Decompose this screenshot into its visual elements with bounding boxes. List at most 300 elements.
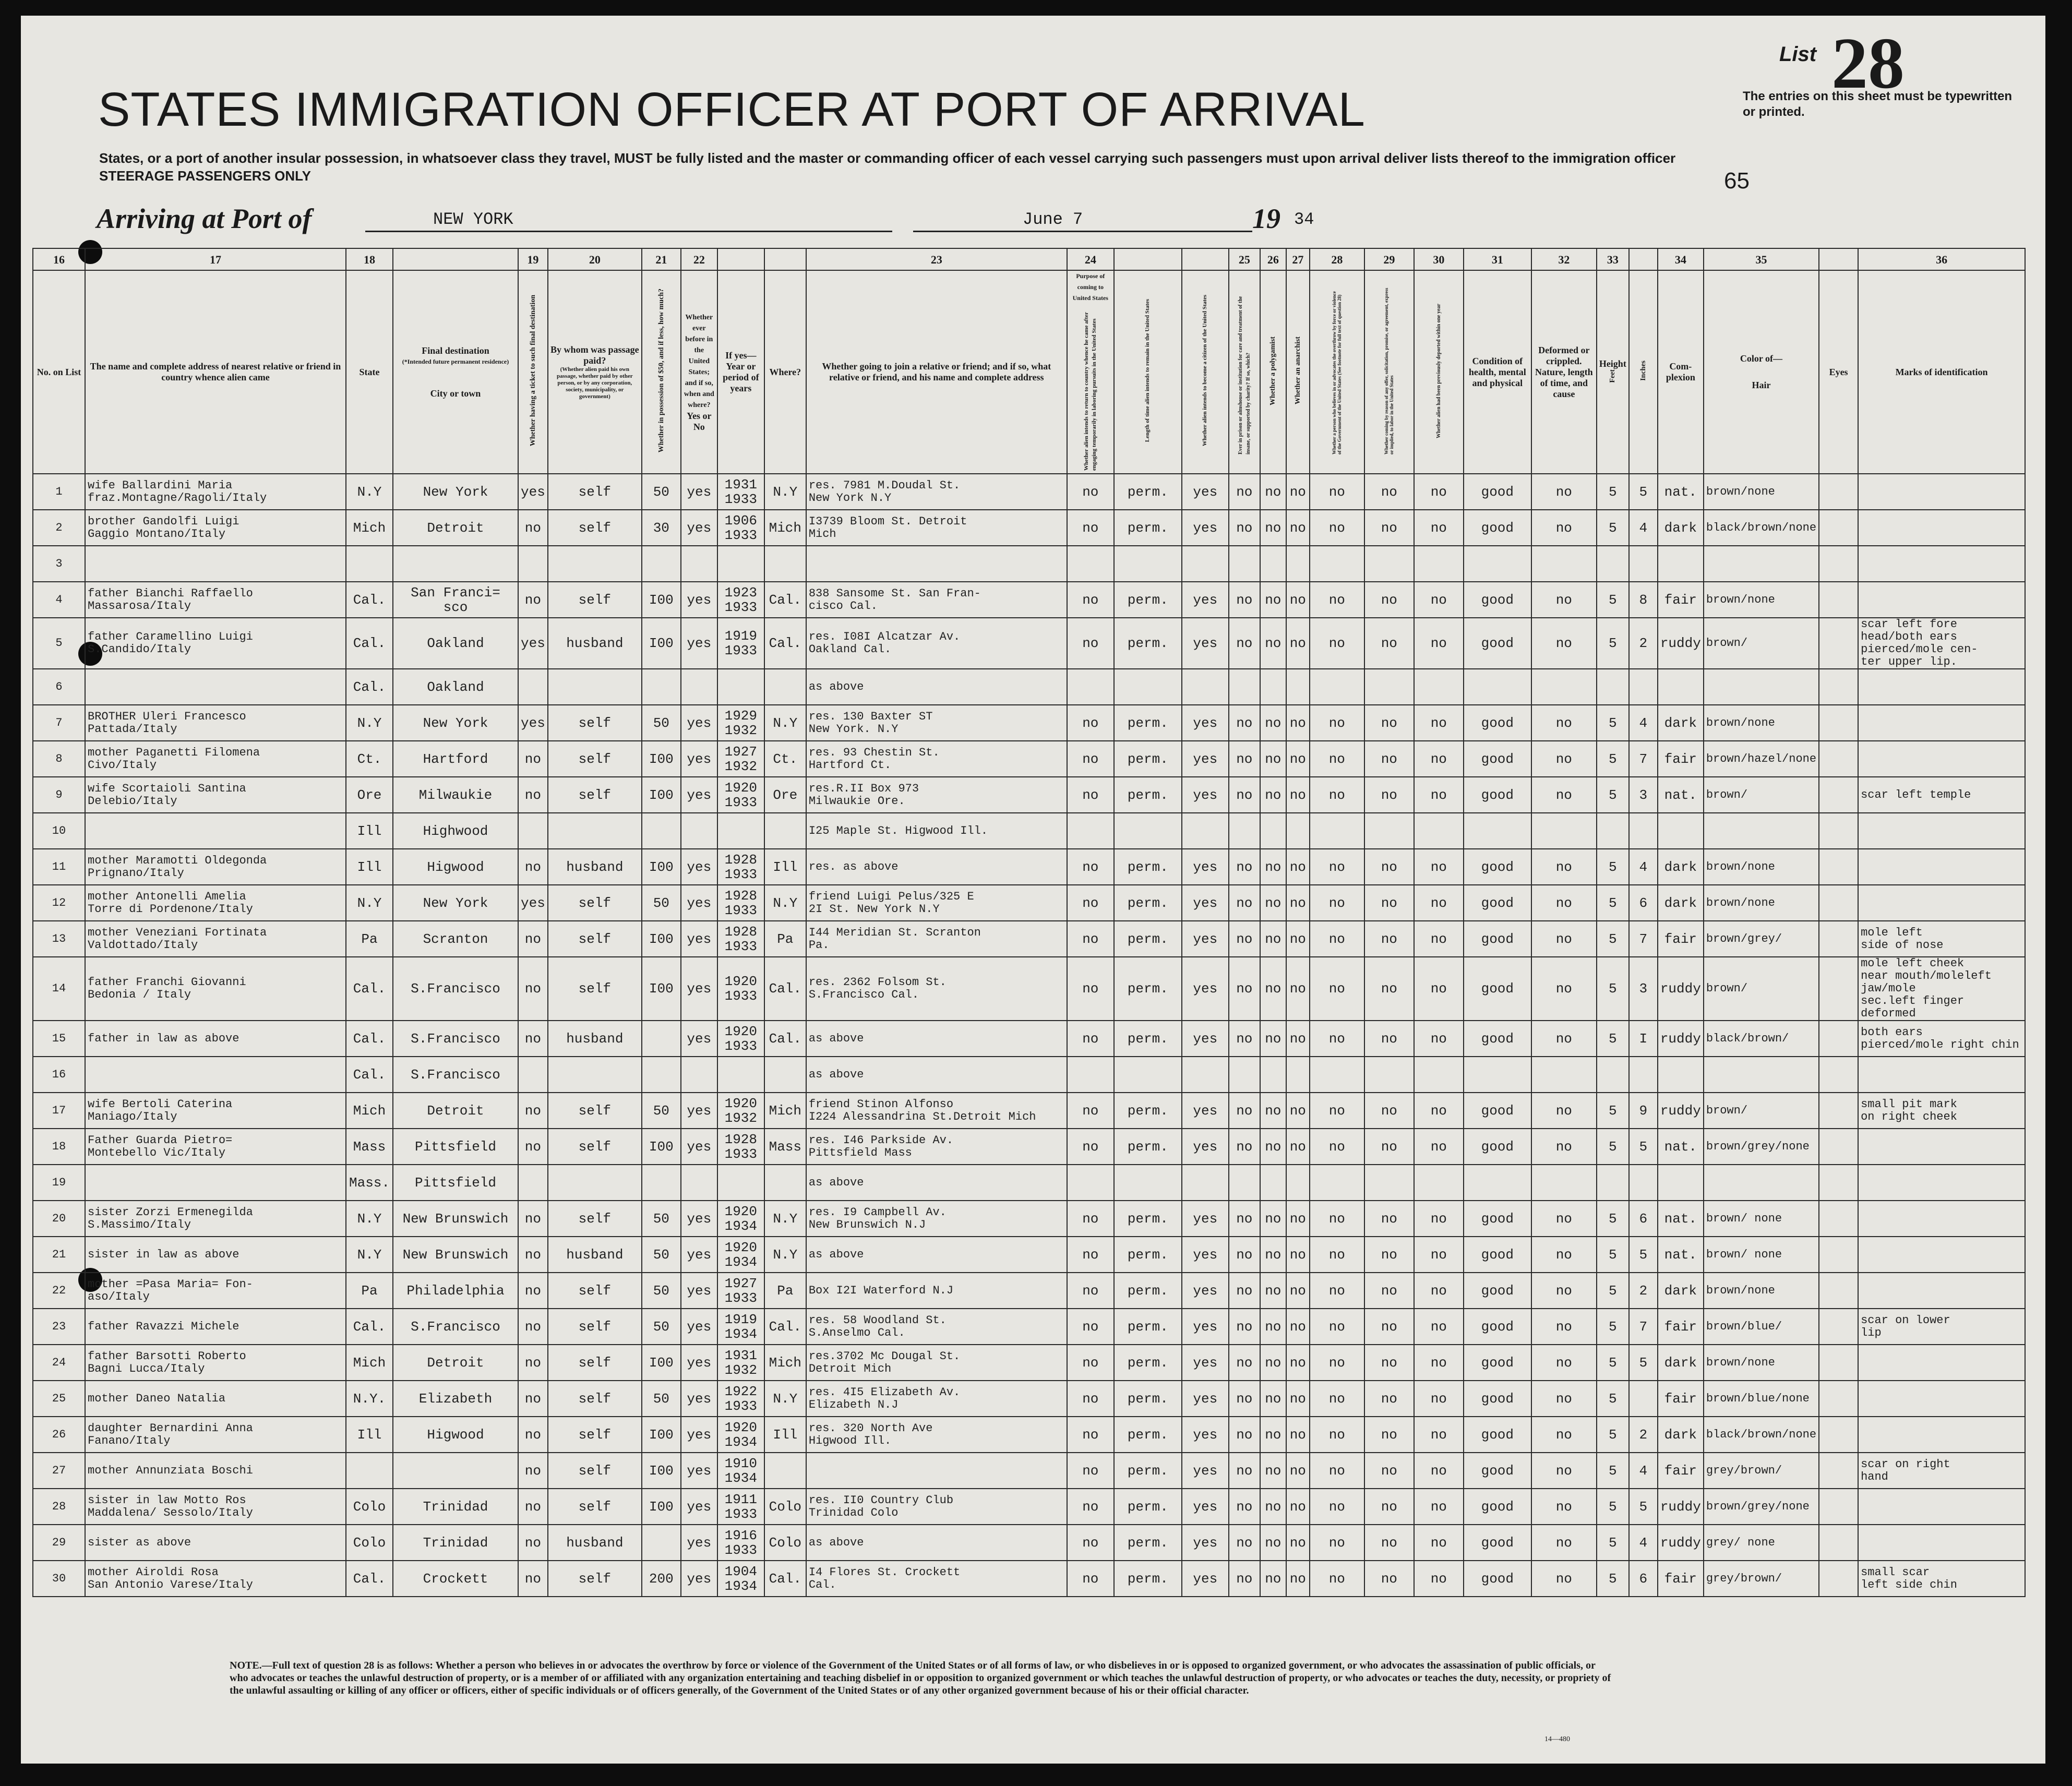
cell-eyes [1819,705,1858,741]
cell-marks [1858,1273,2025,1309]
cell-p2 [1114,1057,1182,1093]
cell-state: N.Y [346,705,393,741]
cell-q26: no [1260,777,1286,813]
cell-q29: no [1364,1525,1414,1561]
cell-no: 20 [33,1201,85,1237]
cell-q27: no [1286,1417,1310,1453]
cell-join: res.3702 Mc Dougal St. Detroit Mich [806,1345,1067,1381]
cell-join: friend Stinon Alfonso I224 Alessandrina St.Detroit Mich [806,1093,1067,1129]
cell-relative: father in law as above [85,1021,346,1057]
cell-money [642,669,681,705]
cell-marks [1858,1417,2025,1453]
cell-q27: no [1286,1201,1310,1237]
cell-deformed: no [1531,1381,1597,1417]
cell-q30 [1414,546,1464,582]
cell-q27: no [1286,705,1310,741]
cell-p2: perm. [1114,705,1182,741]
cell-q25: no [1229,1021,1260,1057]
cell-q25: no [1229,921,1260,957]
table-row [33,1093,2025,1129]
cell-paid: self [548,1381,642,1417]
cell-ticket: yes [518,618,548,669]
cell-join: res.R.II Box 973 Milwaukie Ore. [806,777,1067,813]
cell-city: Elizabeth [393,1381,518,1417]
cell-feet: 5 [1597,1561,1629,1597]
cell-state: Cal. [346,1561,393,1597]
cell-ticket: no [518,1021,548,1057]
cell-before: yes [681,957,717,1021]
cell-money: I00 [642,1453,681,1489]
cell-q29: no [1364,1561,1414,1597]
cell-relative [85,813,346,849]
cell-q27: no [1286,510,1310,546]
cell-relative: father Caramellino Luigi S.Candido/Italy [85,618,346,669]
cell-q25: no [1229,1561,1260,1597]
cell-before: yes [681,510,717,546]
cell-health: good [1464,1345,1531,1381]
cell-deformed: no [1531,510,1597,546]
cell-q28 [1310,1057,1364,1093]
cell-years: 1920 1934 [717,1237,764,1273]
cell-eyes [1819,1417,1858,1453]
cell-before: yes [681,777,717,813]
cell-health: good [1464,1417,1531,1453]
cell-relative: mother Antonelli Amelia Torre di Pordenone/Italy [85,885,346,921]
cell-marks [1858,849,2025,885]
header-prison-text: Ever in prison or almshouse or institution for care and treatment of the insane, or supported by charity? If so, which? [1237,296,1251,454]
cell-no: 27 [33,1453,85,1489]
table-row [33,921,2025,957]
cell-relative [85,1057,346,1093]
cell-deformed [1531,546,1597,582]
cell-city: Detroit [393,510,518,546]
cell-inches [1629,1381,1658,1417]
cell-money: 50 [642,1273,681,1309]
cell-p2: perm. [1114,1021,1182,1057]
cell-health: good [1464,1525,1531,1561]
cell-money: 50 [642,1093,681,1129]
cell-q26: no [1260,510,1286,546]
cell-ticket: no [518,1489,548,1525]
header-passage-text: By whom was passage paid? [550,344,639,366]
cell-health: good [1464,705,1531,741]
cell-inches: 5 [1629,1237,1658,1273]
cell-q29 [1364,1165,1414,1201]
cell-no: 4 [33,582,85,618]
cell-years: 1920 1933 [717,957,764,1021]
cell-state: Cal. [346,1309,393,1345]
cell-q26: no [1260,1129,1286,1165]
cell-where: Colo [764,1525,806,1561]
header-feet [1597,270,1629,474]
cell-where: N.Y [764,474,806,510]
cell-q28 [1310,1165,1364,1201]
cell-feet [1597,1165,1629,1201]
header-anarchist-text: Whether an anarchist [1293,337,1302,405]
cell-inches [1629,813,1658,849]
cell-p3 [1182,1165,1229,1201]
cell-health: good [1464,1561,1531,1597]
cell-hair-eyes: brown/ [1704,957,1819,1021]
column-number: 24 [1067,248,1114,270]
cell-feet: 5 [1597,1345,1629,1381]
cell-before: yes [681,1021,717,1057]
cell-health: good [1464,777,1531,813]
cell-eyes [1819,885,1858,921]
cell-complexion: nat. [1658,1201,1704,1237]
cell-paid: husband [548,1525,642,1561]
cell-q29: no [1364,582,1414,618]
cell-years: 1927 1933 [717,1273,764,1309]
cell-state: Cal. [346,1057,393,1093]
column-number: 18 [346,248,393,270]
cell-city [393,546,518,582]
cell-years: 1916 1933 [717,1525,764,1561]
cell-q30: no [1414,741,1464,777]
cell-eyes [1819,1381,1858,1417]
cell-q28: no [1310,1417,1364,1453]
column-number: 26 [1260,248,1286,270]
cell-q28: no [1310,1489,1364,1525]
cell-join: res. II0 Country Club Trinidad Colo [806,1489,1067,1525]
header-health: Condition of health, mental and physical [1464,270,1531,474]
cell-p3: yes [1182,957,1229,1021]
cell-q28 [1310,546,1364,582]
cell-p1: no [1067,1237,1114,1273]
cell-ticket: no [518,1561,548,1597]
header-purpose-a-text: Whether alien intends to return to country whence he came after engaging temporarily in laboring pursuits in the United States [1083,312,1097,471]
cell-ticket: yes [518,474,548,510]
cell-p1: no [1067,885,1114,921]
header-deformed: Deformed or crippled. Nature, length of time, and cause [1531,270,1597,474]
header-money-text: Whether in possession of $50, and if less, how much? [657,289,665,453]
cell-complexion: ruddy [1658,1093,1704,1129]
cell-hair-eyes: brown/ none [1704,1237,1819,1273]
cell-state: Mich [346,510,393,546]
cell-p1: no [1067,1201,1114,1237]
cell-relative: sister in law Motto Ros Maddalena/ Sessolo/Italy [85,1489,346,1525]
cell-paid: husband [548,618,642,669]
cell-ticket: no [518,510,548,546]
cell-relative: mother =Pasa Maria= Fon- aso/Italy [85,1273,346,1309]
cell-no: 21 [33,1237,85,1273]
cell-health [1464,1057,1531,1093]
cell-ticket [518,1057,548,1093]
cell-q26: no [1260,1309,1286,1345]
cell-p2: perm. [1114,1273,1182,1309]
cell-q27: no [1286,1453,1310,1489]
cell-q26: no [1260,582,1286,618]
cell-feet: 5 [1597,849,1629,885]
cell-city: Pittsfield [393,1129,518,1165]
cell-q30: no [1414,1345,1464,1381]
cell-city [393,1453,518,1489]
cell-inches: I [1629,1021,1658,1057]
cell-complexion: dark [1658,1417,1704,1453]
header-relative: The name and complete address of nearest relative or friend in country whence alien came [85,270,346,474]
cell-hair-eyes: brown/grey/none [1704,1129,1819,1165]
cell-marks [1858,1201,2025,1237]
cell-p3: yes [1182,1561,1229,1597]
cell-inches: 4 [1629,849,1658,885]
header-inches [1629,270,1658,474]
cell-q26: no [1260,1021,1286,1057]
cell-health: good [1464,885,1531,921]
cell-marks [1858,885,2025,921]
cell-inches: 5 [1629,1489,1658,1525]
cell-q29: no [1364,618,1414,669]
cell-state: Ore [346,777,393,813]
cell-paid [548,813,642,849]
cell-p3: yes [1182,1021,1229,1057]
cell-join: as above [806,1237,1067,1273]
column-number: 27 [1286,248,1310,270]
column-number: 30 [1414,248,1464,270]
cell-q30: no [1414,1129,1464,1165]
cell-q25 [1229,813,1260,849]
cell-inches: 3 [1629,777,1658,813]
cell-q28: no [1310,741,1364,777]
cell-paid: self [548,777,642,813]
year-prefix: 19 [1252,203,1280,234]
cell-feet: 5 [1597,1093,1629,1129]
cell-p1 [1067,1165,1114,1201]
cell-city: Philadelphia [393,1273,518,1309]
column-number: 23 [806,248,1067,270]
cell-p2: perm. [1114,1381,1182,1417]
cell-years: 1931 1933 [717,474,764,510]
cell-ticket: no [518,1237,548,1273]
cell-before: yes [681,1093,717,1129]
cell-q25: no [1229,777,1260,813]
cell-eyes [1819,1165,1858,1201]
cell-eyes [1819,1129,1858,1165]
cell-paid: self [548,582,642,618]
cell-marks [1858,669,2025,705]
cell-inches: 3 [1629,957,1658,1021]
cell-feet: 5 [1597,1201,1629,1237]
cell-complexion: fair [1658,1309,1704,1345]
cell-inches: 7 [1629,741,1658,777]
cell-p3: yes [1182,1453,1229,1489]
cell-feet: 5 [1597,1237,1629,1273]
cell-p2 [1114,669,1182,705]
header-marks: Marks of identification [1858,270,2025,474]
cell-feet: 5 [1597,921,1629,957]
cell-ticket [518,546,548,582]
cell-before: yes [681,1525,717,1561]
cell-p2: perm. [1114,777,1182,813]
cell-q25: no [1229,1417,1260,1453]
header-overthrow-text: Whether a person who believes in or advocates the overthrow by force or violence of the Government of the United States (See footnote for full text of question 28) [1332,291,1343,454]
column-number-row [33,248,2025,270]
cell-hair-eyes: black/brown/none [1704,510,1819,546]
page-title: STATES IMMIGRATION OFFICER AT PORT OF ARRIVAL [98,83,1366,136]
cell-state: Pa [346,921,393,957]
cell-years: 1919 1933 [717,618,764,669]
cell-no: 18 [33,1129,85,1165]
cell-q30: no [1414,957,1464,1021]
cell-p1: no [1067,582,1114,618]
cell-q28: no [1310,1093,1364,1129]
cell-feet: 5 [1597,885,1629,921]
cell-ticket: no [518,1201,548,1237]
cell-inches: 6 [1629,885,1658,921]
cell-q29: no [1364,1237,1414,1273]
cell-deformed: no [1531,1021,1597,1057]
cell-complexion: nat. [1658,474,1704,510]
cell-years: 1910 1934 [717,1453,764,1489]
cell-p3: yes [1182,1525,1229,1561]
cell-ticket: yes [518,885,548,921]
cell-join: res. 320 North Ave Higwood Ill. [806,1417,1067,1453]
cell-join: res. I9 Campbell Av. New Brunswich N.J [806,1201,1067,1237]
cell-q30: no [1414,510,1464,546]
cell-years: 1927 1932 [717,741,764,777]
table-row [33,582,2025,618]
cell-no: 22 [33,1273,85,1309]
cell-q27: no [1286,885,1310,921]
form-number: 14—480 [1544,1735,1570,1743]
cell-complexion: ruddy [1658,1489,1704,1525]
cell-deformed: no [1531,1129,1597,1165]
cell-q27: no [1286,1237,1310,1273]
cell-q25: no [1229,741,1260,777]
cell-q25: no [1229,618,1260,669]
cell-ticket: no [518,957,548,1021]
cell-where: N.Y [764,1237,806,1273]
cell-health: good [1464,1453,1531,1489]
cell-before: yes [681,885,717,921]
cell-city: Detroit [393,1093,518,1129]
cell-health [1464,669,1531,705]
cell-ticket: no [518,1381,548,1417]
table-row [33,1201,2025,1237]
cell-city: S.Francisco [393,1021,518,1057]
cell-paid: self [548,1309,642,1345]
cell-hair-eyes: brown/blue/none [1704,1381,1819,1417]
cell-q26: no [1260,1273,1286,1309]
header-offer-text: Whether coming by reason of any offer, solicitation, promise, or agreement, express or implied, to labor in the United States [1384,287,1395,454]
cell-relative: Father Guarda Pietro= Montebello Vic/Italy [85,1129,346,1165]
cell-q26: no [1260,741,1286,777]
cell-city: Highwood [393,813,518,849]
cell-q27: no [1286,777,1310,813]
cell-money: I00 [642,582,681,618]
cell-complexion: dark [1658,849,1704,885]
cell-p1 [1067,546,1114,582]
table-row [33,1273,2025,1309]
cell-join: I4 Flores St. Crockett Cal. [806,1561,1067,1597]
cell-q25: no [1229,474,1260,510]
cell-feet: 5 [1597,1381,1629,1417]
cell-q28: no [1310,1021,1364,1057]
cell-years: 1931 1932 [717,1345,764,1381]
cell-relative: daughter Bernardini Anna Fanano/Italy [85,1417,346,1453]
table-row [33,1309,2025,1345]
cell-city: New York [393,705,518,741]
cell-p2: perm. [1114,1561,1182,1597]
cell-q27: no [1286,1381,1310,1417]
cell-marks: scar left fore head/both ears pierced/mole cen- ter upper lip. [1858,618,2025,669]
cell-paid: self [548,1345,642,1381]
cell-no: 26 [33,1417,85,1453]
cell-q29 [1364,813,1414,849]
cell-before: yes [681,1561,717,1597]
cell-q26: no [1260,849,1286,885]
cell-ticket: no [518,1093,548,1129]
cell-inches [1629,546,1658,582]
cell-ticket [518,813,548,849]
cell-join [806,1453,1067,1489]
cell-state: Cal. [346,669,393,705]
cell-city: Crockett [393,1561,518,1597]
cell-q27 [1286,669,1310,705]
cell-join: as above [806,1165,1067,1201]
cell-relative: wife Scortaioli Santina Delebio/Italy [85,777,346,813]
cell-money: I00 [642,849,681,885]
cell-q29 [1364,546,1414,582]
cell-complexion: dark [1658,1273,1704,1309]
cell-deformed: no [1531,582,1597,618]
cell-deformed: no [1531,1093,1597,1129]
cell-q29: no [1364,957,1414,1021]
cell-p2: perm. [1114,1345,1182,1381]
cell-inches: 7 [1629,921,1658,957]
cell-marks: mole left side of nose [1858,921,2025,957]
passenger-class: STEERAGE PASSENGERS ONLY [99,168,311,184]
cell-hair-eyes [1704,1165,1819,1201]
cell-deformed: no [1531,777,1597,813]
header-year-period-text: Year or period of years [723,361,759,393]
header-city-label: City or town [430,388,481,399]
cell-before: yes [681,921,717,957]
cell-complexion: dark [1658,510,1704,546]
cell-where: Pa [764,1273,806,1309]
cell-inches: 5 [1629,1345,1658,1381]
cell-paid: self [548,1417,642,1453]
cell-p3: yes [1182,1309,1229,1345]
cell-years [717,669,764,705]
cell-q27: no [1286,1273,1310,1309]
cell-city: New York [393,474,518,510]
cell-complexion: fair [1658,582,1704,618]
cell-years: 1928 1933 [717,921,764,957]
cell-city: Higwood [393,849,518,885]
cell-no: 30 [33,1561,85,1597]
cell-deformed: no [1531,1561,1597,1597]
cell-join: as above [806,1057,1067,1093]
header-polygamist [1260,270,1286,474]
cell-years [717,813,764,849]
cell-health: good [1464,957,1531,1021]
list-number: 28 [1831,23,1905,104]
table-row [33,474,2025,510]
list-label: List [1779,43,1817,66]
cell-eyes [1819,1489,1858,1525]
cell-eyes [1819,1237,1858,1273]
cell-p3 [1182,1057,1229,1093]
cell-q29: no [1364,1201,1414,1237]
cell-where: Colo [764,1489,806,1525]
cell-paid: husband [548,1237,642,1273]
cell-join: 838 Sansome St. San Fran- cisco Cal. [806,582,1067,618]
cell-inches: 2 [1629,1417,1658,1453]
cell-complexion: nat. [1658,777,1704,813]
cell-q27: no [1286,957,1310,1021]
cell-marks: scar left temple [1858,777,2025,813]
cell-q26: no [1260,1093,1286,1129]
